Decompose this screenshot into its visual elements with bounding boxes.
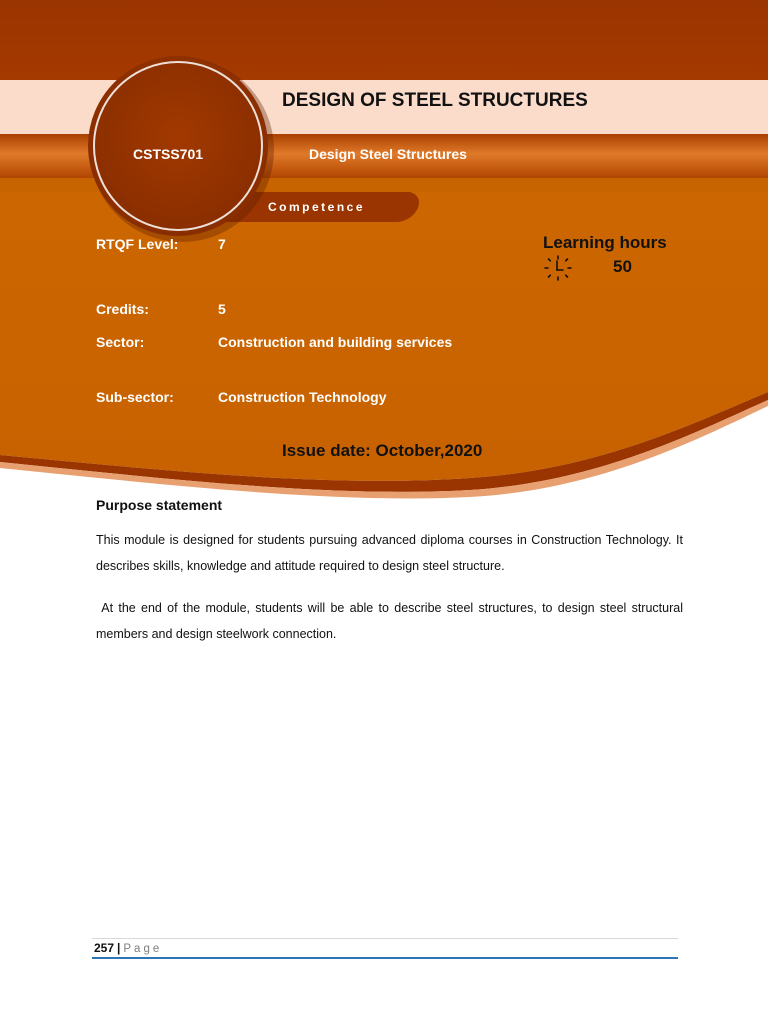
learning-hours-value: 50 xyxy=(613,257,632,276)
credits-label: Credits: xyxy=(96,301,149,317)
subsector-value: Construction Technology xyxy=(218,389,387,405)
credits-value: 5 xyxy=(218,301,226,317)
subsector-label: Sub-sector: xyxy=(96,389,174,405)
footer-divider-top xyxy=(92,938,678,939)
page-word: Page xyxy=(123,943,163,955)
learning-hours-label: Learning hours xyxy=(543,233,667,252)
module-title: DESIGN OF STEEL STRUCTURES xyxy=(282,90,588,111)
sector-label: Sector: xyxy=(96,334,145,350)
module-subtitle: Design Steel Structures xyxy=(309,146,467,162)
rtqf-value: 7 xyxy=(218,236,226,252)
competence-label: Competence xyxy=(268,200,366,214)
module-code: CSTSS701 xyxy=(133,146,204,162)
rtqf-label: RTQF Level: xyxy=(96,236,179,252)
page-footer xyxy=(94,941,162,955)
top-band xyxy=(0,0,768,80)
footer-divider-bottom xyxy=(92,957,678,959)
footer-separator: | xyxy=(117,941,121,955)
clock-icon xyxy=(543,255,573,281)
sector-value: Construction and building services xyxy=(218,334,453,350)
page-number: 257 xyxy=(94,941,115,955)
purpose-paragraph-2: At the end of the module, students will be able to describe steel structures, to design steel structural members and design steelwork connection. xyxy=(96,601,687,641)
purpose-paragraph-1: This module is designed for students pursuing advanced diploma courses in Construction Technology. It describes skills, knowledge and attitude required to design steel structure. xyxy=(96,533,683,573)
purpose-heading: Purpose statement xyxy=(96,497,223,513)
issue-date: Issue date: October,2020 xyxy=(282,441,483,460)
